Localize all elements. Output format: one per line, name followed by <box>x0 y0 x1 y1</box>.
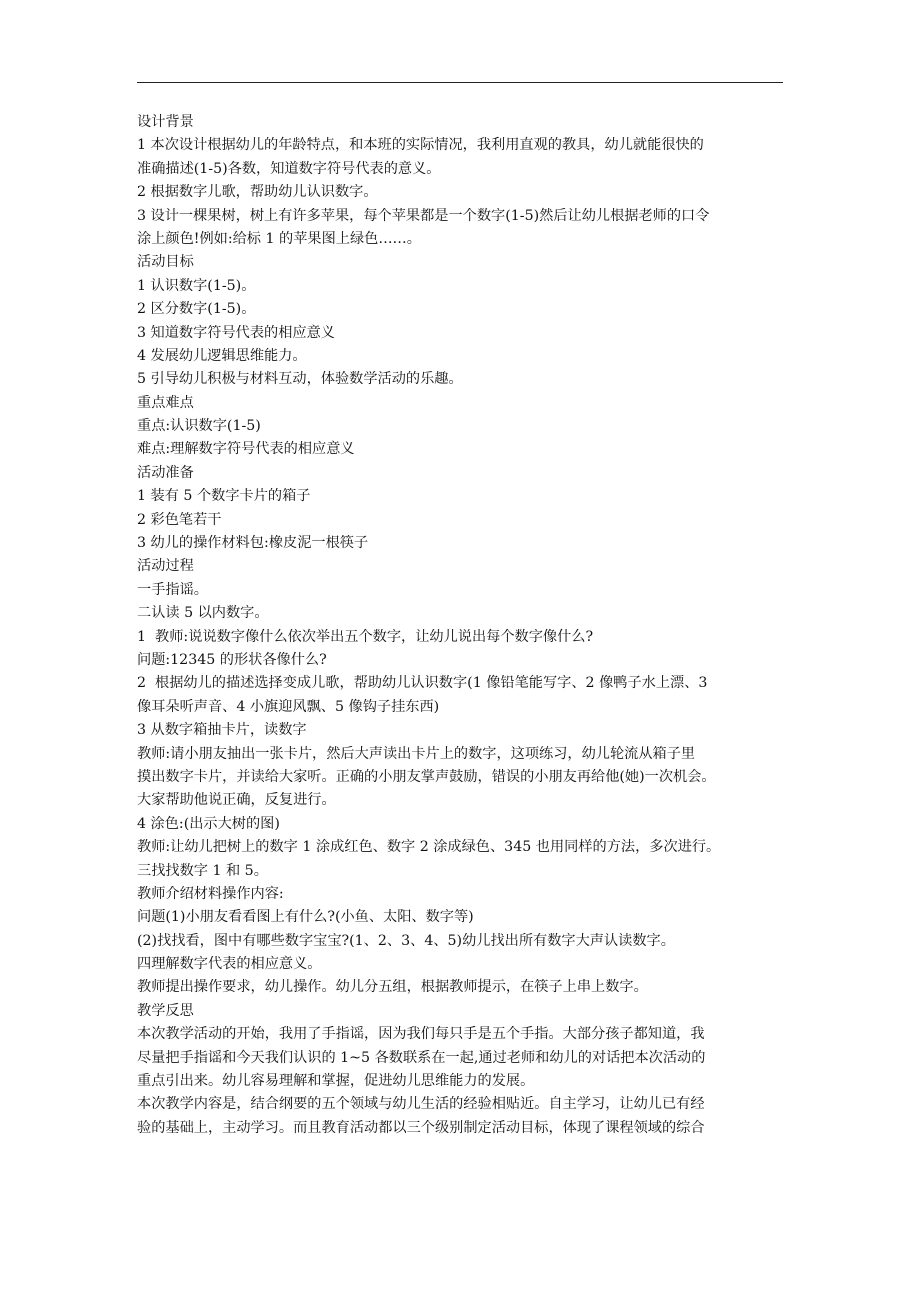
text-line: 大家帮助他说正确，反复进行。 <box>137 792 336 809</box>
text-line: 问题:12345 的形状各像什么? <box>137 651 327 668</box>
text-line: 重点引出来。幼儿容易理解和掌握，促进幼儿思维能力的发展。 <box>137 1073 535 1090</box>
text-line: 5 引导幼儿积极与材料互动，体验数学活动的乐趣。 <box>137 371 463 388</box>
text-line: 教学反思 <box>137 1002 194 1019</box>
header-rule <box>137 82 783 83</box>
text-line: 教师介绍材料操作内容: <box>137 885 284 902</box>
text-line: 设计背景 <box>137 114 194 130</box>
text-line: 1 认识数字(1-5)。 <box>137 277 256 294</box>
text-line: 教师:请小朋友抽出一张卡片，然后大声读出卡片上的数字，这项练习，幼儿轮流从箱子里 <box>137 745 696 762</box>
text-line: 活动过程 <box>137 558 194 575</box>
text-line: 准确描述(1-5)各数，知道数字符号代表的意义。 <box>137 160 441 177</box>
text-line: 3 设计一棵果树，树上有许多苹果，每个苹果都是一个数字(1-5)然后让幼儿根据老师的口令 <box>137 207 710 224</box>
text-line: 四理解数字代表的相应意义。 <box>137 956 322 973</box>
text-line: 活动目标 <box>137 254 194 271</box>
text-line: 2 区分数字(1-5)。 <box>137 301 256 318</box>
text-line: 教师:让幼儿把树上的数字 1 涂成红色、数字 2 涂成绿色、345 也用同样的方法，多次进行。 <box>137 839 721 856</box>
document-body <box>137 111 787 1140</box>
text-line: 3 从数字箱抽卡片，读数字 <box>137 722 307 739</box>
text-line: 活动准备 <box>137 464 194 481</box>
text-line: 三找找数字 1 和 5。 <box>137 862 268 879</box>
text-line: 1 教师:说说数字像什么依次举出五个数字，让幼儿说出每个数字像什么? <box>137 628 594 645</box>
text-line: 一手指谣。 <box>137 581 208 598</box>
text-line: 重点:认识数字(1-5) <box>137 418 261 435</box>
text-line: 像耳朵听声音、4 小旗迎风飘、5 像钩子挂东西) <box>137 698 440 715</box>
text-line: 本次教学内容是，结合纲要的五个领域与幼儿生活的经验相贴近。自主学习，让幼儿已有经 <box>137 1096 705 1113</box>
text-line: 4 发展幼儿逻辑思维能力。 <box>137 347 307 364</box>
text-line: 教师提出操作要求，幼儿操作。幼儿分五组，根据教师提示，在筷子上串上数字。 <box>137 979 648 996</box>
text-line: 2 根据数字儿歌，帮助幼儿认识数字。 <box>137 184 378 201</box>
text-line: 问题(1)小朋友看看图上有什么?(小鱼、太阳、数字等) <box>137 909 474 926</box>
text-line: 3 知道数字符号代表的相应意义 <box>137 324 335 341</box>
text-line: 2 彩色笔若干 <box>137 511 222 528</box>
text-line: 2 根据幼儿的描述选择变成儿歌，帮助幼儿认识数字(1 像铅笔能写字、2 像鸭子水上漂、3 <box>137 675 708 692</box>
text-line: 本次教学活动的开始，我用了手指谣，因为我们每只手是五个手指。大部分孩子都知道，我 <box>137 1026 705 1043</box>
text-line: 涂上颜色!例如:给标 1 的苹果图上绿色……。 <box>137 230 421 247</box>
text-line: 难点:理解数字符号代表的相应意义 <box>137 441 355 458</box>
text-line: (2)找找看，图中有哪些数字宝宝?(1、2、3、4、5)幼儿找出所有数字大声认读数字。 <box>137 932 675 949</box>
text-line: 二认读 5 以内数字。 <box>137 605 269 622</box>
text-line: 摸出数字卡片，并读给大家听。正确的小朋友掌声鼓励，错误的小朋友再给他(她)一次机会。 <box>137 768 716 785</box>
text-line: 4 涂色:(出示大树的图) <box>137 815 280 832</box>
text-line: 重点难点 <box>137 394 194 411</box>
text-line: 1 装有 5 个数字卡片的箱子 <box>137 488 311 505</box>
text-line: 1 本次设计根据幼儿的年龄特点，和本班的实际情况，我利用直观的教具，幼儿就能很快的 <box>137 137 704 154</box>
text-line: 3 幼儿的操作材料包:橡皮泥一根筷子 <box>137 535 369 552</box>
text-line: 尽量把手指谣和今天我们认识的 1~5 各数联系在一起,通过老师和幼儿的对话把本次活动的 <box>137 1049 706 1066</box>
text-line: 验的基础上，主动学习。而且教育活动都以三个级别制定活动目标，体现了课程领域的综合 <box>137 1119 705 1136</box>
